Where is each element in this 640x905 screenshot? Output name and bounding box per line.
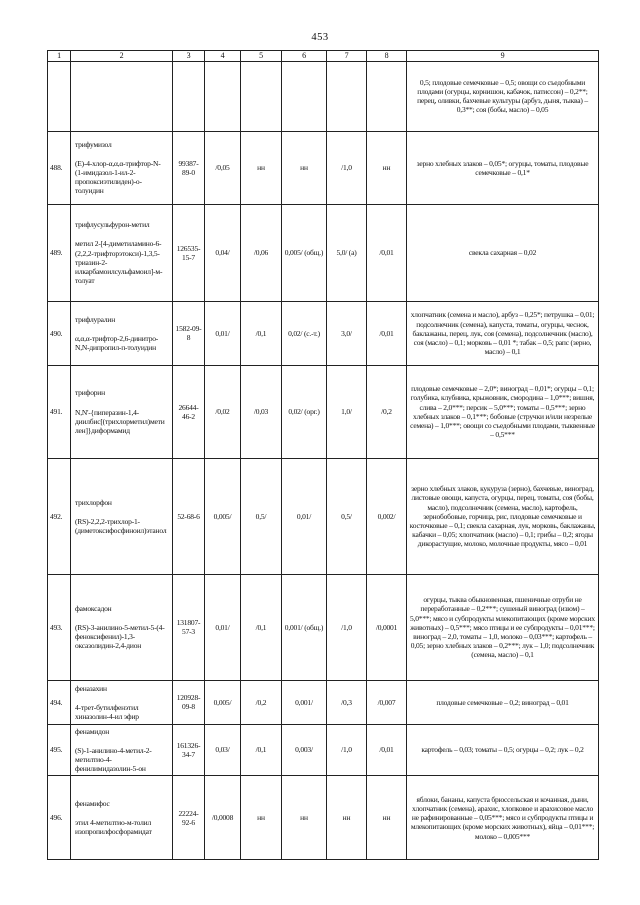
substance-name: феназахин xyxy=(75,683,107,693)
column-5-value: /0,1 xyxy=(241,301,282,365)
column-5-value: 0,5/ xyxy=(241,458,282,574)
table-row xyxy=(48,724,599,776)
column-header: 8 xyxy=(367,51,407,62)
cas-number: 126535-15-7 xyxy=(173,204,205,301)
cas-number: 99387-89-0 xyxy=(173,131,205,204)
cas-number: 26644-46-2 xyxy=(173,365,205,458)
substance-cell xyxy=(71,131,173,204)
cas-number: 1582-09-8 xyxy=(173,301,205,365)
substance-cell xyxy=(71,776,173,860)
table-row xyxy=(48,204,599,301)
column-8-value: /0,01 xyxy=(367,301,407,365)
usage-limits: зерно хлебных злаков, кукуруза (зерно), бахчевые, виноград, листовые овощи, капуста, огурцы, перец, томаты, соя (бобы, масло), подсолнечник (семена, масло), картофель, зернобобовые, горчица, рис, плодовые семечковые и косточковые – 0,1; свекла сахарная, лук, морковь, баклажаны, кабачки – 0,05; хлопчатник (масло) – 0,1; грибы – 0,2; ягоды дикорастущие, молоко, молочные продукты, мясо – 0,01 xyxy=(407,458,599,574)
column-8-value: 0,002/ xyxy=(367,458,407,574)
column-6-value: нн xyxy=(282,776,327,860)
column-6-value: 0,02/ (орг.) xyxy=(282,365,327,458)
substance-name: трифорин xyxy=(75,388,105,398)
chemical-name: (RS)-2,2,2-трихлор-1-(диметоксифосфиноил)этанол xyxy=(75,516,167,535)
chemical-name: (E)-4-хлор-α,α,α-трифтор-N-(1-имидазол-1-ил-2-пропоксиэтилиден)-o-толуидин xyxy=(75,159,161,196)
usage-limits: свекла сахарная – 0,02 xyxy=(407,204,599,301)
column-4-value: 0,005/ xyxy=(205,680,241,724)
usage-limits: плодовые семечковые – 2,0*; виноград – 0,01*; огурцы – 0,1; голубика, клубника, крыжовник, смородина – 1,0***; вишня, слива – 2,0***; персик – 5,0***; томаты – 0,5***; зерно хлебных злаков – 0,1***; бобовые (стручки и/или незрелые семена) – 1,0***; овощи со съедобными плодами, тыквенные – 0,5*** xyxy=(407,365,599,458)
column-header: 2 xyxy=(71,51,173,62)
usage-limits: хлопчатник (семена и масло), арбуз – 0,25*; петрушка – 0,01; подсолнечник (семена), капуста, томаты, огурцы, чеснок, баклажаны, перец, лук, соя (семена), подсолнечник (масло), соя (масло) – 0,1; морковь – 0,01 *; табак – 0,5; рапс (зерно, масло) – 0,1 xyxy=(407,301,599,365)
substance-cell xyxy=(71,724,173,776)
column-4-value: /0,05 xyxy=(205,131,241,204)
page-number: 453 xyxy=(311,32,329,43)
usage-limits: картофель – 0,03; томаты – 0,5; огурцы – 0,2; лук – 0,2 xyxy=(407,724,599,776)
table-row xyxy=(48,131,599,204)
continuation-row xyxy=(48,61,599,131)
column-5-value: нн xyxy=(241,131,282,204)
column-5-value: /0,1 xyxy=(241,574,282,680)
usage-limits: огурцы, тыква обыкновенная, пшеничные отруби не переработанные – 0,2***; сушеный виноград (изюм) – 5,0***; мясо и субпродукты млекопитающих (кроме морских животных) – 0,5***; мясо птицы и ее субпродукты – 0,01***; виноград – 2,0, томаты – 1,0, молоко – 0,03***; картофель – 0,05; зерно хлебных злаков – 0,2***; лук – 1,0; подсолнечник (семена, масло) – 0,1 xyxy=(407,574,599,680)
column-7-value: 5,0/ (а) xyxy=(327,204,367,301)
substance-cell xyxy=(71,574,173,680)
column-6-value: нн xyxy=(282,131,327,204)
column-5-value: /0,2 xyxy=(241,680,282,724)
usage-limits: 0,5; плодовые семечковые – 0,5; овощи со съедобными плодами (огурцы, корнишон, кабачок, патиссон) – 0,2**; перец, оливки, бахчевые культуры (арбуз, дыня, тыква) – 0,3**; соя (бобы, масло) – 0,05 xyxy=(407,61,599,131)
column-8-value: нн xyxy=(367,131,407,204)
substance-name: трифлуралин xyxy=(75,314,116,324)
column-8-value: нн xyxy=(367,776,407,860)
row-number: 490. xyxy=(48,301,71,365)
column-8-value: /0,01 xyxy=(367,204,407,301)
column-6-value: 0,001/ (общ.) xyxy=(282,574,327,680)
cas-number: 131807-57-3 xyxy=(173,574,205,680)
chemical-name: (S)-1-анилино-4-метил-2-метилтио-4-фенилимидазолин-5-он xyxy=(75,745,152,774)
column-8-value: /0,007 xyxy=(367,680,407,724)
column-header: 7 xyxy=(327,51,367,62)
column-7-value: /0,3 xyxy=(327,680,367,724)
column-4-value: 0,01/ xyxy=(205,301,241,365)
column-6-value: 0,02/ (с.-т.) xyxy=(282,301,327,365)
column-4-value: /0,0008 xyxy=(205,776,241,860)
column-4-value: 0,04/ xyxy=(205,204,241,301)
row-number: 492. xyxy=(48,458,71,574)
substance-name: трифлусульфурон-метил xyxy=(75,220,150,230)
column-header: 5 xyxy=(241,51,282,62)
column-6-value: 0,003/ xyxy=(282,724,327,776)
column-7-value: нн xyxy=(327,776,367,860)
substance-cell xyxy=(71,365,173,458)
column-header: 6 xyxy=(282,51,327,62)
row-number: 491. xyxy=(48,365,71,458)
column-number-row xyxy=(48,51,599,62)
cas-number: 120928-09-8 xyxy=(173,680,205,724)
substance-name: трихлорфон xyxy=(75,497,112,507)
row-number: 489. xyxy=(48,204,71,301)
row-number: 488. xyxy=(48,131,71,204)
usage-limits: плодовые семечковые – 0,2; виноград – 0,01 xyxy=(407,680,599,724)
substance-cell xyxy=(71,680,173,724)
column-7-value: 3,0/ xyxy=(327,301,367,365)
substance-cell xyxy=(71,458,173,574)
chemical-name: этил 4-метилтио-м-толил изопропилфосфорамидат xyxy=(75,818,152,837)
usage-limits: зерно хлебных злаков – 0,05*; огурцы, томаты, плодовые семечковые – 0,1* xyxy=(407,131,599,204)
substance-cell xyxy=(71,204,173,301)
table-row xyxy=(48,680,599,724)
column-6-value: 0,005/ (общ.) xyxy=(282,204,327,301)
chemical-name: метил 2-[4-диметиламино-6-(2,2,2-трифторэтокси)-1,3,5-триазин-2-илкарбамоилсульфамоил]-м-толуат xyxy=(75,239,163,286)
substance-cell xyxy=(71,301,173,365)
row-number: 495. xyxy=(48,724,71,776)
column-4-value: 0,01/ xyxy=(205,574,241,680)
column-6-value: 0,001/ xyxy=(282,680,327,724)
cas-number: 161326-34-7 xyxy=(173,724,205,776)
table-row xyxy=(48,776,599,860)
column-header: 4 xyxy=(205,51,241,62)
column-5-value: /0,06 xyxy=(241,204,282,301)
column-8-value: /0,2 xyxy=(367,365,407,458)
column-8-value: /0,0001 xyxy=(367,574,407,680)
row-number: 493. xyxy=(48,574,71,680)
cas-number: 52-68-6 xyxy=(173,458,205,574)
column-header: 1 xyxy=(48,51,71,62)
chemical-name: α,α,α-трифтор-2,6-динитро-N,N-дипропил-п-толуидин xyxy=(75,333,159,352)
column-4-value: 0,005/ xyxy=(205,458,241,574)
column-5-value: /0,03 xyxy=(241,365,282,458)
substance-name: фенамифос xyxy=(75,799,110,809)
column-4-value: 0,03/ xyxy=(205,724,241,776)
column-7-value: /1,0 xyxy=(327,724,367,776)
cas-number: 22224-92-6 xyxy=(173,776,205,860)
column-6-value: 0,01/ xyxy=(282,458,327,574)
substances-table xyxy=(47,50,599,860)
substance-name: фамоксадон xyxy=(75,603,112,613)
column-5-value: /0,1 xyxy=(241,724,282,776)
chemical-name: N,N'-{пиперазин-1,4-диилбис[(трихлорметил)метилен]}диформамид xyxy=(75,407,165,435)
table-row xyxy=(48,365,599,458)
table-row xyxy=(48,574,599,680)
substance-name: фенамидон xyxy=(75,726,110,736)
chemical-name: (RS)-3-анилино-5-метил-5-(4-феноксифенил)-1,3-оксазолидин-2,4-дион xyxy=(75,623,165,651)
column-8-value: /0,01 xyxy=(367,724,407,776)
column-7-value: 1,0/ xyxy=(327,365,367,458)
substance-name: трифумизол xyxy=(75,139,112,149)
column-7-value: /1,0 xyxy=(327,131,367,204)
column-header: 9 xyxy=(407,51,599,62)
usage-limits: яблоки, бананы, капуста брюссельская и кочанная, дыни, хлопчатник (семена), арахис, хлопковое и арахисовое масло не рафинированные – 0,05***; мясо и субпродукты птицы и млекопитающих (кроме морских животных), яйца – 0,01***; молоко – 0,005*** xyxy=(407,776,599,860)
row-number: 494. xyxy=(48,680,71,724)
column-4-value: /0,02 xyxy=(205,365,241,458)
table-row xyxy=(48,301,599,365)
column-7-value: /1,0 xyxy=(327,574,367,680)
column-7-value: 0,5/ xyxy=(327,458,367,574)
table-row xyxy=(48,458,599,574)
row-number: 496. xyxy=(48,776,71,860)
chemical-name: 4-трет-бутилфенэтил хиназолин-4-ил эфир xyxy=(75,702,139,721)
column-header: 3 xyxy=(173,51,205,62)
column-5-value: нн xyxy=(241,776,282,860)
